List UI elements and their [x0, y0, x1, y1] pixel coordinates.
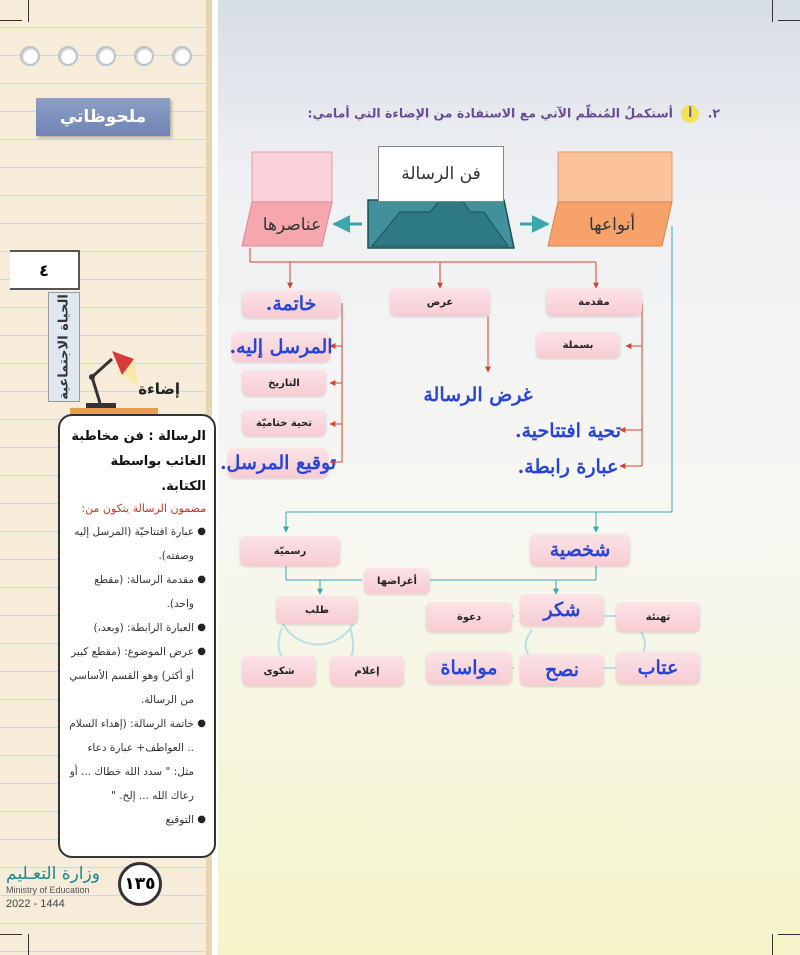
element-tahiya-khatimiya: تحية ختاميّة	[242, 410, 326, 436]
edition-year: 2022 - 1444	[6, 898, 65, 910]
list-item: ● العبارة الرابطة: (وبعد،)	[66, 616, 206, 640]
purpose-dawa: دعوة	[426, 602, 512, 632]
idaa-title: إضاءة	[138, 380, 180, 398]
unit-title: الحياة الاجتماعية	[56, 294, 72, 400]
ministry-name-en: Ministry of Education	[6, 885, 90, 895]
definition-text: الرسالة : فن مخاطبة الغائب بواسطة الكتابة.	[71, 429, 206, 494]
center-title: فن الرسالة	[378, 146, 504, 202]
unit-number: ٤	[10, 250, 80, 290]
element-tawqi: توقيع المرسل.	[228, 448, 328, 478]
list-item: ● التوقيع	[66, 808, 206, 832]
question-number: ٢.	[707, 105, 720, 121]
type-rasmiya: رسميّة	[240, 536, 340, 566]
purpose-ilam: إعلام	[330, 656, 404, 686]
letter-tray-shape	[368, 200, 514, 248]
element-ard: عرض	[390, 288, 490, 316]
element-muqaddima: مقدمة	[546, 288, 642, 316]
list-item: ● عبارة افتتاحيّة (المرسل إليه وصفته).	[66, 520, 206, 568]
element-khatima: خاتمة.	[242, 290, 340, 318]
page-number: ١٣٥	[118, 862, 162, 906]
element-basmala: بسملة	[536, 332, 620, 358]
purpose-shakwa: شكوى	[242, 656, 316, 686]
purpose-tahnia: تهنئة	[616, 602, 700, 632]
purpose-shukr: شكر	[520, 594, 604, 626]
list-item: ● عرض الموضوع: (مقطع كبير أو أكثر) وهو القسم الأساسي من الرسالة.	[66, 640, 206, 712]
type-shakhsiya: شخصية	[530, 534, 630, 566]
element-tarikh: التاريخ	[242, 370, 326, 396]
purpose-muwasat: مواساة	[426, 652, 512, 684]
element-gharad: غرض الرسالة	[423, 384, 533, 406]
purpose-nush: نصح	[520, 654, 604, 686]
ministry-name-ar: وزارة التعـليم	[6, 864, 100, 884]
list-item: ● خاتمة الرسالة: (إهداء السلام .. العواطف+ عبارة دعاء مثل: " سدد الله خطاك ... أو رعاك الله ... إلخ. "	[66, 712, 206, 808]
question-text: أستكملُ المُنظّم الآتي مع الاستفادة من الإضاءة التي أمامي:	[307, 105, 673, 121]
elements-label: عناصرها	[262, 215, 322, 235]
types-label: أنواعها	[588, 215, 636, 235]
purpose-itab: عتاب	[616, 652, 700, 684]
element-mursal-ilayh: المرسل إليه.	[232, 332, 330, 362]
element-tahiya-iftitahiya: تحية افتتاحية.	[515, 420, 621, 442]
list-item: ● مقدمة الرسالة: (مقطع واحد).	[66, 568, 206, 616]
element-ibara-rabita: عبارة رابطة.	[517, 456, 619, 478]
purpose-talab: طلب	[276, 596, 358, 624]
purposes-label: أغراضها	[364, 568, 430, 594]
notes-tab: ملحوظاتي	[36, 98, 170, 136]
info-subtitle: مضمون الرسالة يتكون من:	[81, 502, 206, 515]
level-badge: أ	[681, 105, 699, 123]
